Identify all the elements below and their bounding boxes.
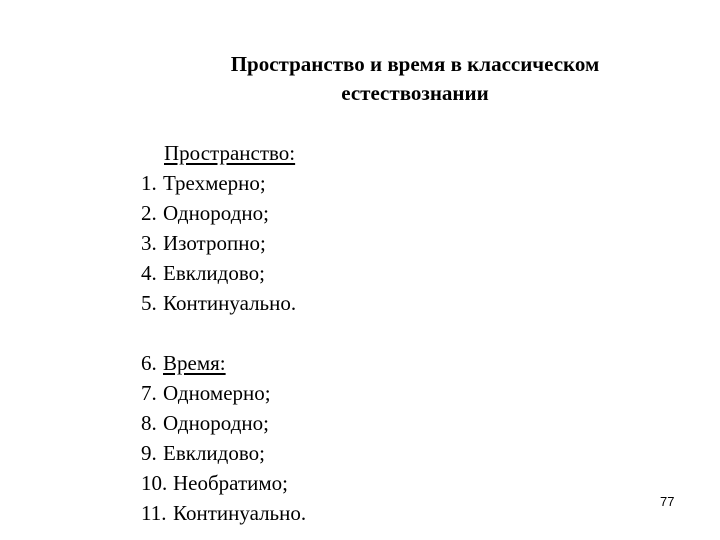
page-number: 77 (660, 494, 675, 509)
title-line-1: Пространство и время в классическом (230, 52, 600, 76)
list-number: 7. (141, 381, 157, 405)
list-number: 11. (141, 501, 167, 525)
space-item-3 (141, 228, 306, 258)
title-line-2: естествознании (341, 81, 489, 105)
list-number: 5. (141, 291, 157, 315)
space-heading: Пространство: (164, 141, 296, 165)
space-item-1 (141, 168, 306, 198)
list-number: 8. (141, 411, 157, 435)
list-text: Трехмерно; (163, 171, 266, 195)
list-number: 6. (141, 351, 157, 375)
list-text: Одномерно; (163, 381, 271, 405)
list-number: 3. (141, 231, 157, 255)
slide-title (190, 50, 640, 108)
list-text: Необратимо; (173, 471, 288, 495)
space-item-5 (141, 288, 306, 318)
slide-body (141, 138, 306, 528)
list-number: 10. (141, 471, 168, 495)
list-number: 1. (141, 171, 157, 195)
time-item-8 (141, 408, 306, 438)
time-item-11 (141, 498, 306, 528)
list-text: Однородно; (163, 201, 269, 225)
list-spacer (141, 318, 306, 348)
time-item-10 (141, 468, 306, 498)
list-text: Евклидово; (163, 261, 265, 285)
list-text: Однородно; (163, 411, 269, 435)
time-heading (141, 348, 306, 378)
time-item-9 (141, 438, 306, 468)
list-text: Изотропно; (163, 231, 266, 255)
space-item-4 (141, 258, 306, 288)
time-heading-label: Время: (163, 351, 226, 375)
list-text: Континуально. (163, 291, 297, 315)
list-text: Континуально. (173, 501, 307, 525)
list-number: 9. (141, 441, 157, 465)
time-item-7 (141, 378, 306, 408)
list-text: Евклидово; (163, 441, 265, 465)
list-number: 2. (141, 201, 157, 225)
space-item-2 (141, 198, 306, 228)
list-number: 4. (141, 261, 157, 285)
